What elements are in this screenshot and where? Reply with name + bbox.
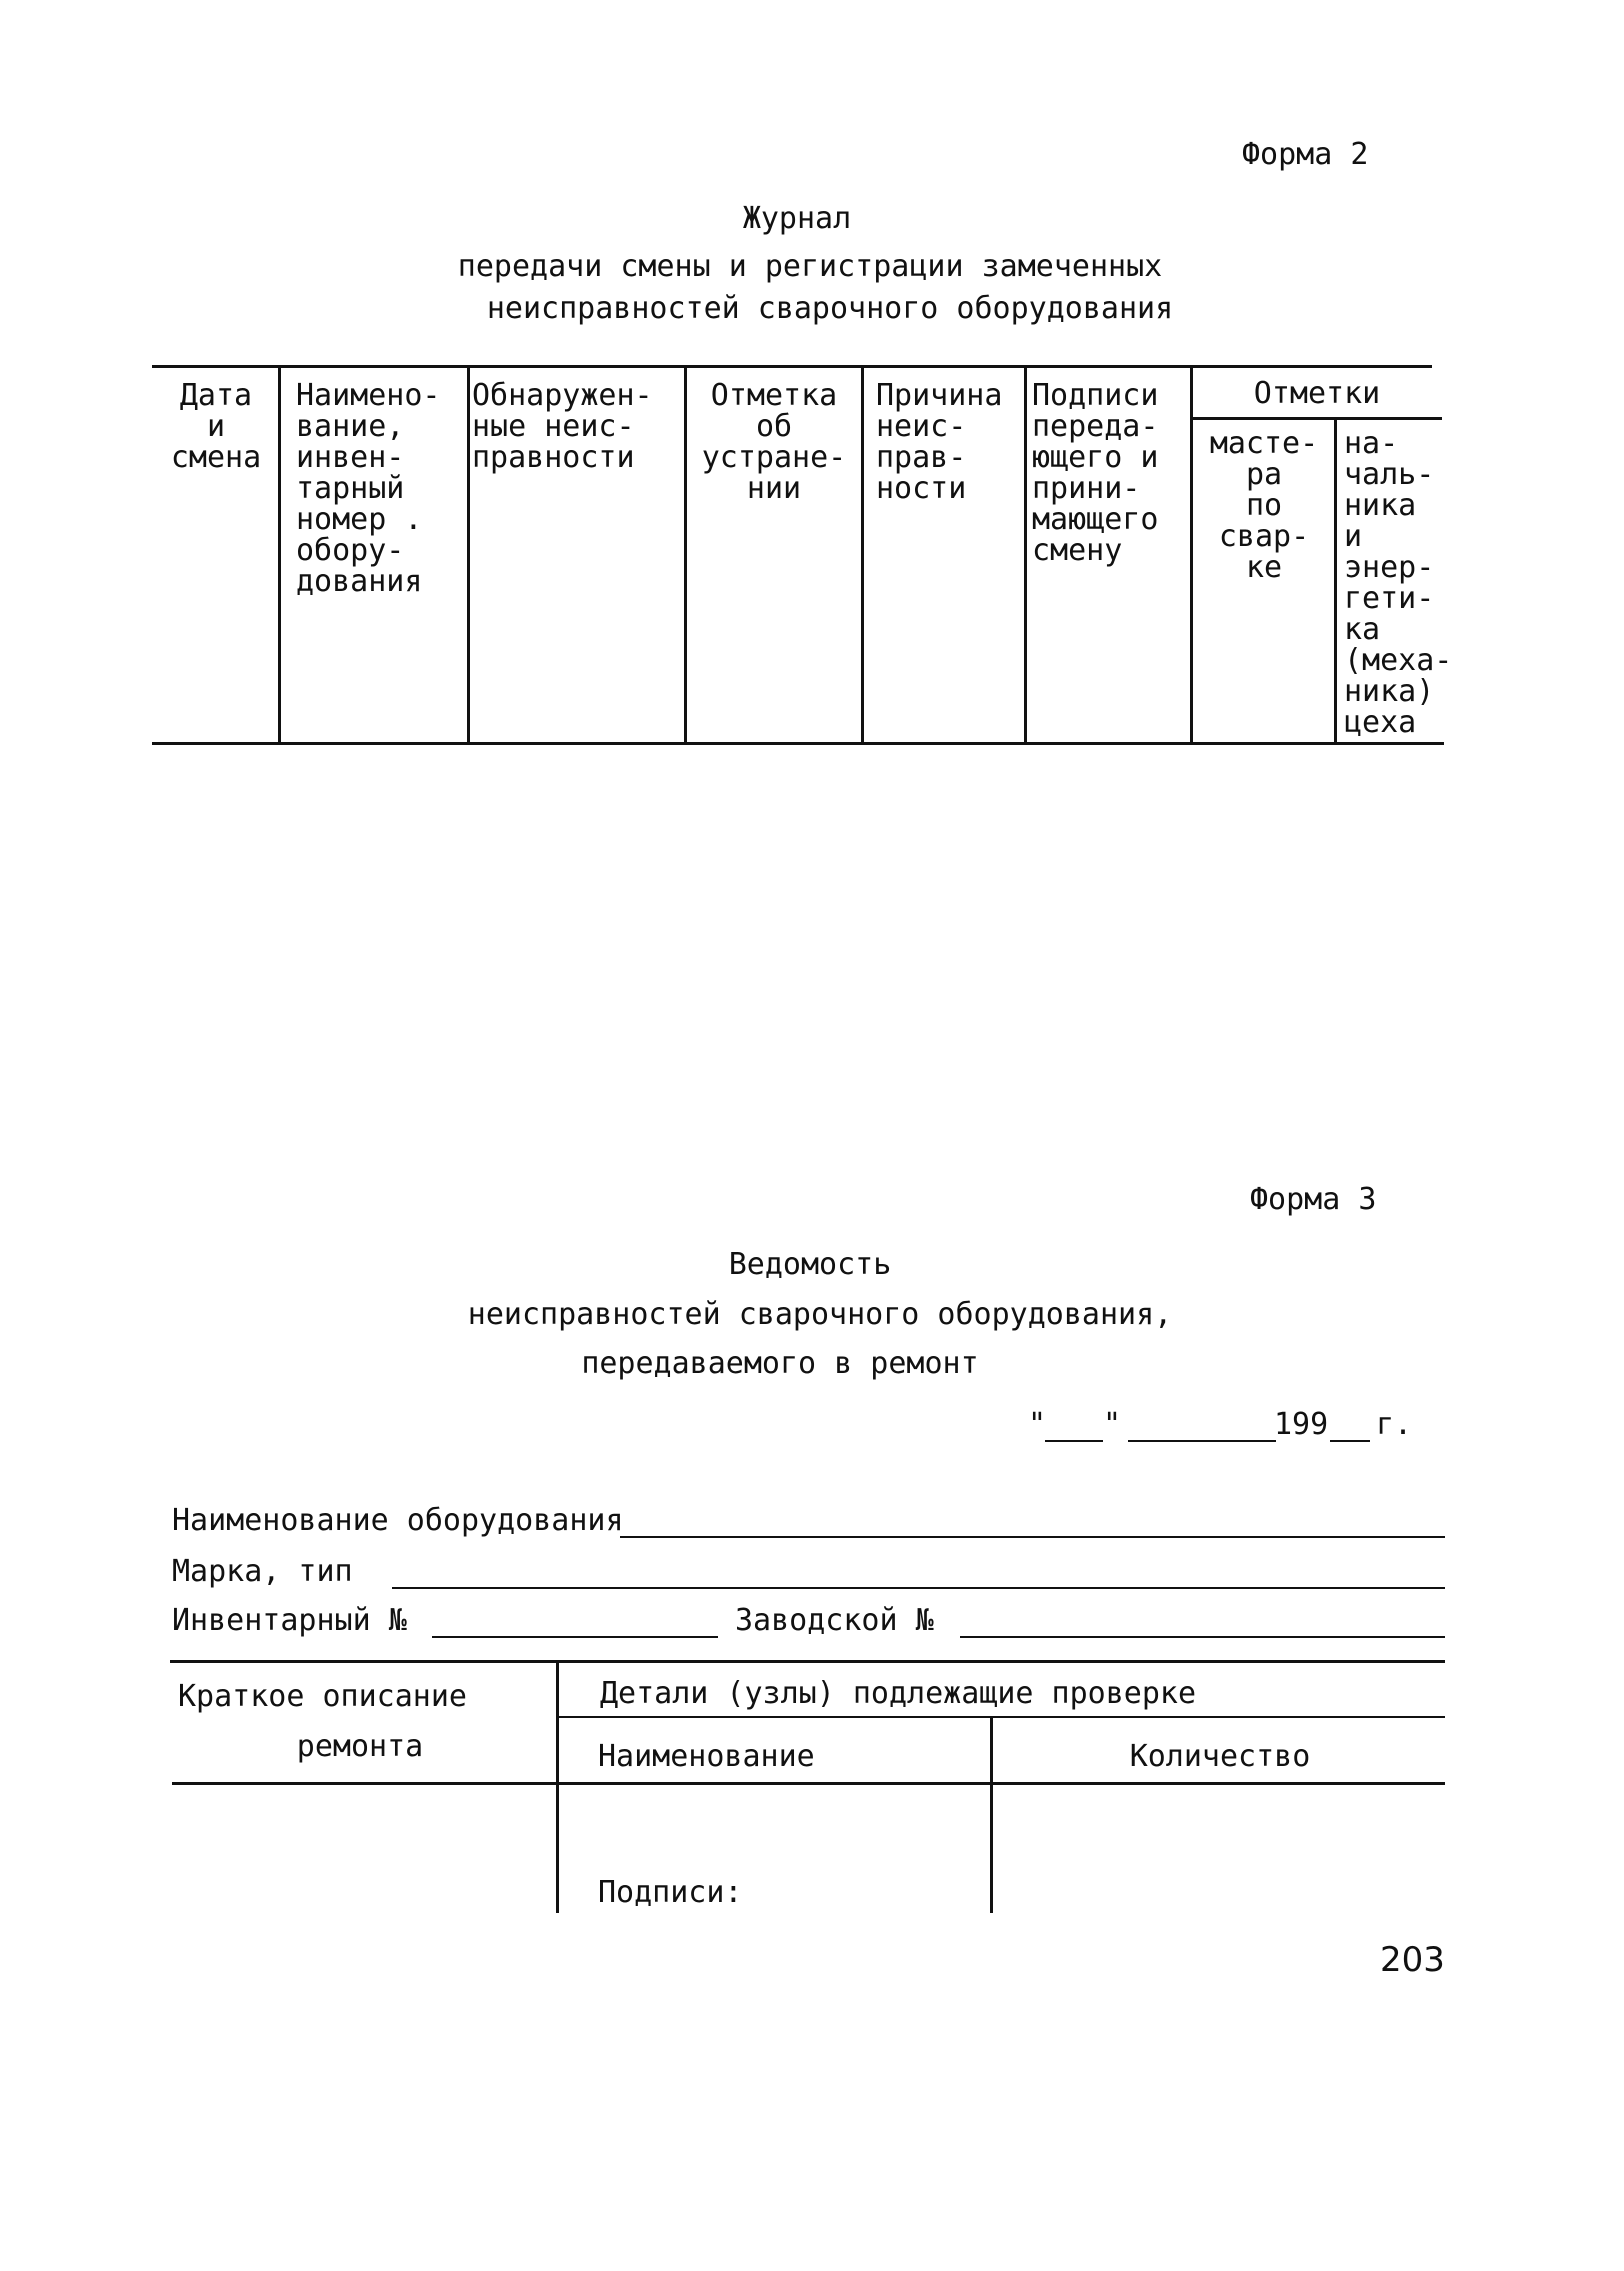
- brand-type-field[interactable]: [392, 1587, 1445, 1589]
- form3-col-divider-main: [556, 1663, 559, 1913]
- page-number: 203: [1380, 1940, 1445, 1980]
- equipment-name-label: Наименование оборудования: [172, 1503, 624, 1538]
- form3-header-bottom-rule: [172, 1782, 1445, 1785]
- inventory-no-label: Инвентарный №: [172, 1603, 407, 1638]
- inventory-no-field[interactable]: [432, 1636, 718, 1638]
- form3-subtitle-line1: неисправностей сварочного оборудования,: [467, 1297, 1173, 1332]
- form3-subtitle-line2: передаваемого в ремонт: [581, 1346, 979, 1381]
- brand-type-label: Марка, тип: [172, 1554, 353, 1589]
- form2-col-group-header: Отметки: [1253, 376, 1381, 411]
- form2-col-equipment: Наимено- вание, инвен- тарный номер . обору- дования: [296, 378, 441, 599]
- form3-col-divider-sub: [990, 1718, 993, 1913]
- form3-col-description-line1: Краткое описание: [178, 1679, 467, 1714]
- form2-col-fix: Отметка об устране- нии: [701, 378, 847, 506]
- form3-group-header: Детали (узлы) подлежащие проверке: [600, 1676, 1197, 1711]
- form2-col-divider-4: [861, 368, 864, 742]
- form3-col-description-line2: ремонта: [296, 1729, 424, 1764]
- form2-subtitle-line2: неисправностей сварочного оборудования: [486, 291, 1174, 326]
- form2-col-divider-5: [1024, 368, 1027, 742]
- equipment-name-field[interactable]: [620, 1536, 1445, 1538]
- form2-title: Журнал: [742, 201, 852, 236]
- date-year-blank: [1330, 1440, 1370, 1442]
- form2-col-divider-7: [1334, 419, 1337, 742]
- form3-title: Ведомость: [728, 1247, 892, 1282]
- date-quote-open: ": [1028, 1407, 1047, 1442]
- form3-subcol-name: Наименование: [598, 1739, 815, 1774]
- form2-col-faults: Обнаружен- ные неис- правности: [472, 378, 653, 475]
- date-year-suffix: г.: [1376, 1407, 1413, 1442]
- date-day-blank: [1045, 1440, 1103, 1442]
- factory-no-label: Заводской №: [735, 1603, 934, 1638]
- form2-col-divider-2: [467, 368, 470, 742]
- form2-col-cause: Причина неис- прав- ности: [876, 378, 1003, 506]
- date-month-blank: [1128, 1440, 1276, 1442]
- form2-col-divider-1: [278, 368, 281, 742]
- form2-table-top-rule: [152, 365, 1432, 368]
- form3-subcol-quantity: Количество: [1129, 1739, 1311, 1774]
- form2-group-rule: [1192, 417, 1442, 420]
- form2-label: Форма 2: [1242, 137, 1369, 172]
- date-quote-close: ": [1103, 1407, 1122, 1442]
- form3-table-top-rule: [170, 1660, 1445, 1663]
- form2-col-date: Дата и смена: [170, 378, 262, 475]
- form2-subcol-chief: на- чаль- ника и энер- гети- ка (меха- ника) цеха: [1344, 426, 1453, 740]
- form2-subtitle-line1: передачи смены и регистрации замеченных: [457, 249, 1163, 284]
- factory-no-field[interactable]: [960, 1636, 1445, 1638]
- form2-subcol-master: масте- ра по свар- ке: [1209, 426, 1319, 585]
- form3-label: Форма 3: [1250, 1182, 1377, 1217]
- form2-table-bottom-rule: [152, 742, 1444, 745]
- form2-col-signatures: Подписи переда- ющего и прини- мающего смену: [1032, 378, 1159, 568]
- form3-signatures: Подписи:: [598, 1875, 743, 1910]
- date-year-prefix: 199: [1274, 1407, 1329, 1442]
- form2-col-divider-6: [1190, 368, 1193, 742]
- form3-group-rule: [558, 1716, 1445, 1718]
- form2-col-divider-3: [684, 368, 687, 742]
